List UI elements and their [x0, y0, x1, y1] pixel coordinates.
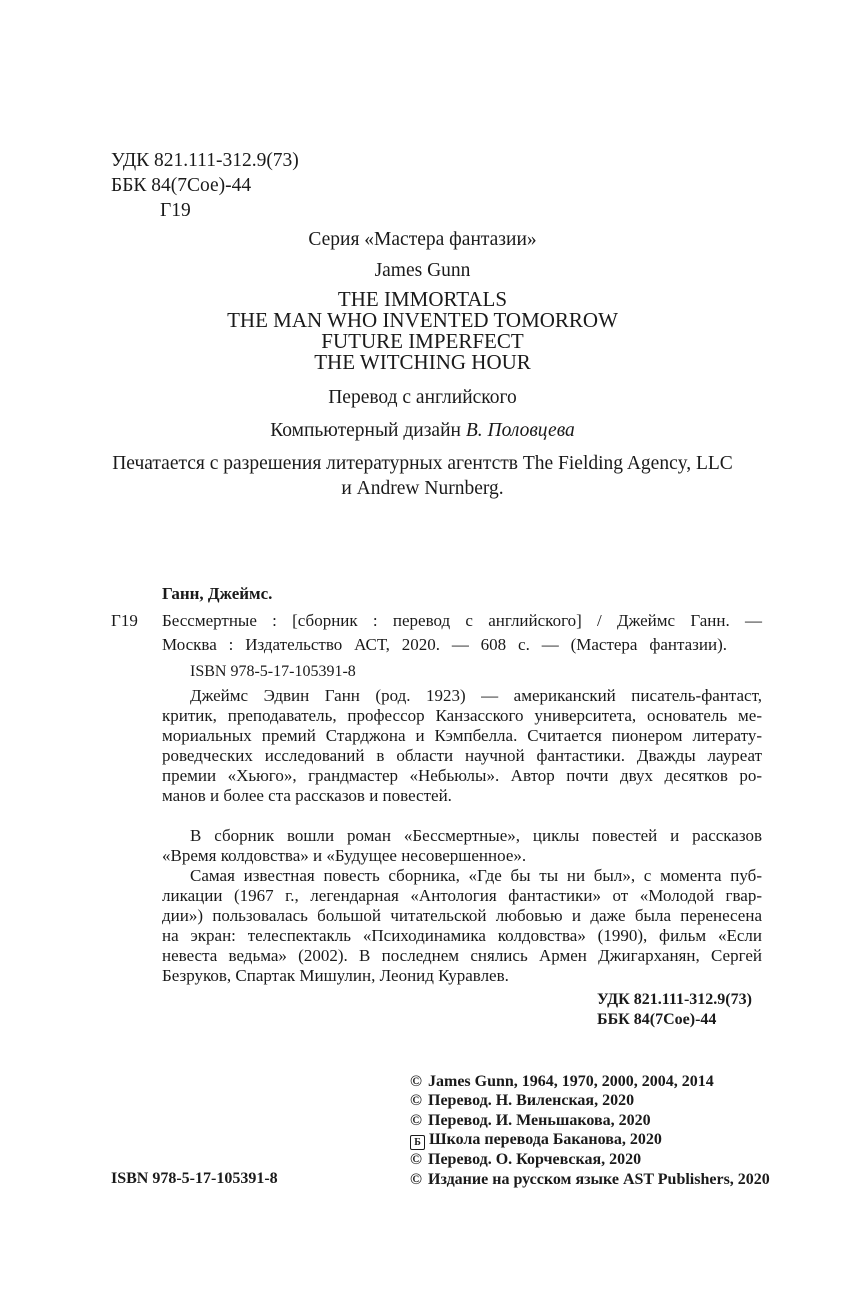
original-title-1: THE IMMORTALS — [337, 287, 508, 311]
annotation-paragraph-2 — [162, 826, 762, 866]
annotation-line: манов и более ста рассказов и повестей. — [162, 786, 452, 805]
isbn-bottom: ISBN 978-5-17-105391-8 — [111, 1170, 278, 1187]
annotation-line: Джеймс Эдвин Ганн (род. 1923) — американский писатель-фантаст, — [190, 686, 762, 705]
copyright-block — [410, 1072, 770, 1189]
udk-code-top: УДК 821.111-312.9(73) — [111, 150, 299, 171]
annotation-paragraph-3 — [162, 866, 762, 986]
copyright-line: Б Школа перевода Баканова, 2020 — [410, 1130, 770, 1150]
copyright-symbol: © — [410, 1170, 422, 1188]
annotation-line: «Время колдовства» и «Будущее несовершенное». — [162, 846, 527, 865]
annotation-line: Самая известная повесть сборника, «Где бы ты ни был», с момента пуб- — [190, 866, 762, 885]
annotation-paragraph-1 — [162, 686, 762, 806]
copyright-line: © Перевод. И. Меньшакова, 2020 — [410, 1111, 651, 1129]
copyright-line: © Перевод. Н. Виленская, 2020 — [410, 1092, 635, 1110]
annotation-line: дии») пользовалась большой читательской любовью и даже была перенесена — [162, 906, 762, 925]
copyright-line: © Издание на русском языке AST Publishers, 2020 — [410, 1170, 770, 1188]
catalog-heading: Ганн, Джеймс. — [162, 584, 273, 603]
annotation-line: мориальных премий Старджона и Кэмпбелла. Считается пионером литерату- — [162, 726, 762, 745]
annotation-line: на экран: телеспектакль «Психодинамика колдовства» (1990), фильм «Если — [162, 926, 762, 945]
annotation-line: ликации (1967 г., легендарная «Антология фантастики» от «Молодой гвар- — [162, 886, 762, 905]
annotation-line: роведческих исследований в области научной фантастики. Дважды лауреат — [162, 746, 762, 765]
catalog-title-line-2: Москва : Издательство АСТ, 2020. — 608 с. — (Мастера фантазии). — [162, 635, 727, 654]
copyright-symbol: © — [410, 1151, 422, 1169]
series-line: Серия «Мастера фантазии» — [308, 229, 537, 250]
copyright-line: © James Gunn, 1964, 1970, 2000, 2004, 2014 — [410, 1073, 714, 1090]
designer-name: В. Половцева — [465, 420, 575, 441]
translation-note: Перевод с английского — [328, 387, 517, 408]
copyright-symbol: © — [410, 1111, 422, 1129]
catalog-mark: Г19 — [111, 611, 138, 630]
original-title-2: THE MAN WHO INVENTED TOMORROW — [227, 308, 618, 332]
annotation-line: критик, преподаватель, профессор Канзасского университета, основатель ме- — [162, 706, 762, 725]
permission-line-1: Печатается с разрешения литературных агентств The Fielding Agency, LLC — [112, 453, 733, 474]
permission-line-2: и Andrew Nurnberg. — [341, 478, 504, 499]
catalog-isbn: ISBN 978-5-17-105391-8 — [190, 663, 356, 680]
annotation-line: Безруков, Спартак Мишулин, Леонид Куравлев. — [162, 966, 509, 985]
original-title-4: THE WITCHING HOUR — [314, 350, 531, 374]
author-mark-top: Г19 — [160, 200, 191, 221]
annotation-line: В сборник вошли роман «Бессмертные», циклы повестей и рассказов — [190, 826, 762, 845]
original-title-3: FUTURE IMPERFECT — [321, 329, 524, 353]
annotation-line: невеста ведьма» (2002). В последнем снялись Армен Джигарханян, Сергей — [162, 946, 762, 965]
copyright-symbol: © — [410, 1073, 422, 1090]
author-en: James Gunn — [374, 260, 471, 281]
bbk-code-top: ББК 84(7Сое)-44 — [111, 175, 252, 196]
design-prefix: Компьютерный дизайн — [270, 420, 466, 441]
bakanov-school-logo-icon: Б — [410, 1135, 425, 1150]
udk-code-bottom: УДК 821.111-312.9(73) — [597, 991, 752, 1008]
copyright-symbol: © — [410, 1092, 422, 1110]
catalog-title-line-1: Бессмертные : [сборник : перевод с английского] / Джеймс Ганн. — — [162, 611, 762, 630]
original-titles — [0, 289, 845, 373]
design-credit — [0, 418, 845, 443]
annotation-line: премии «Хьюго», грандмастер «Небьюлы». Автор почти двух десятков ро- — [162, 766, 762, 785]
copyright-line: © Перевод. О. Корчевская, 2020 — [410, 1151, 642, 1169]
bbk-code-bottom: ББК 84(7Сое)-44 — [597, 1011, 717, 1028]
